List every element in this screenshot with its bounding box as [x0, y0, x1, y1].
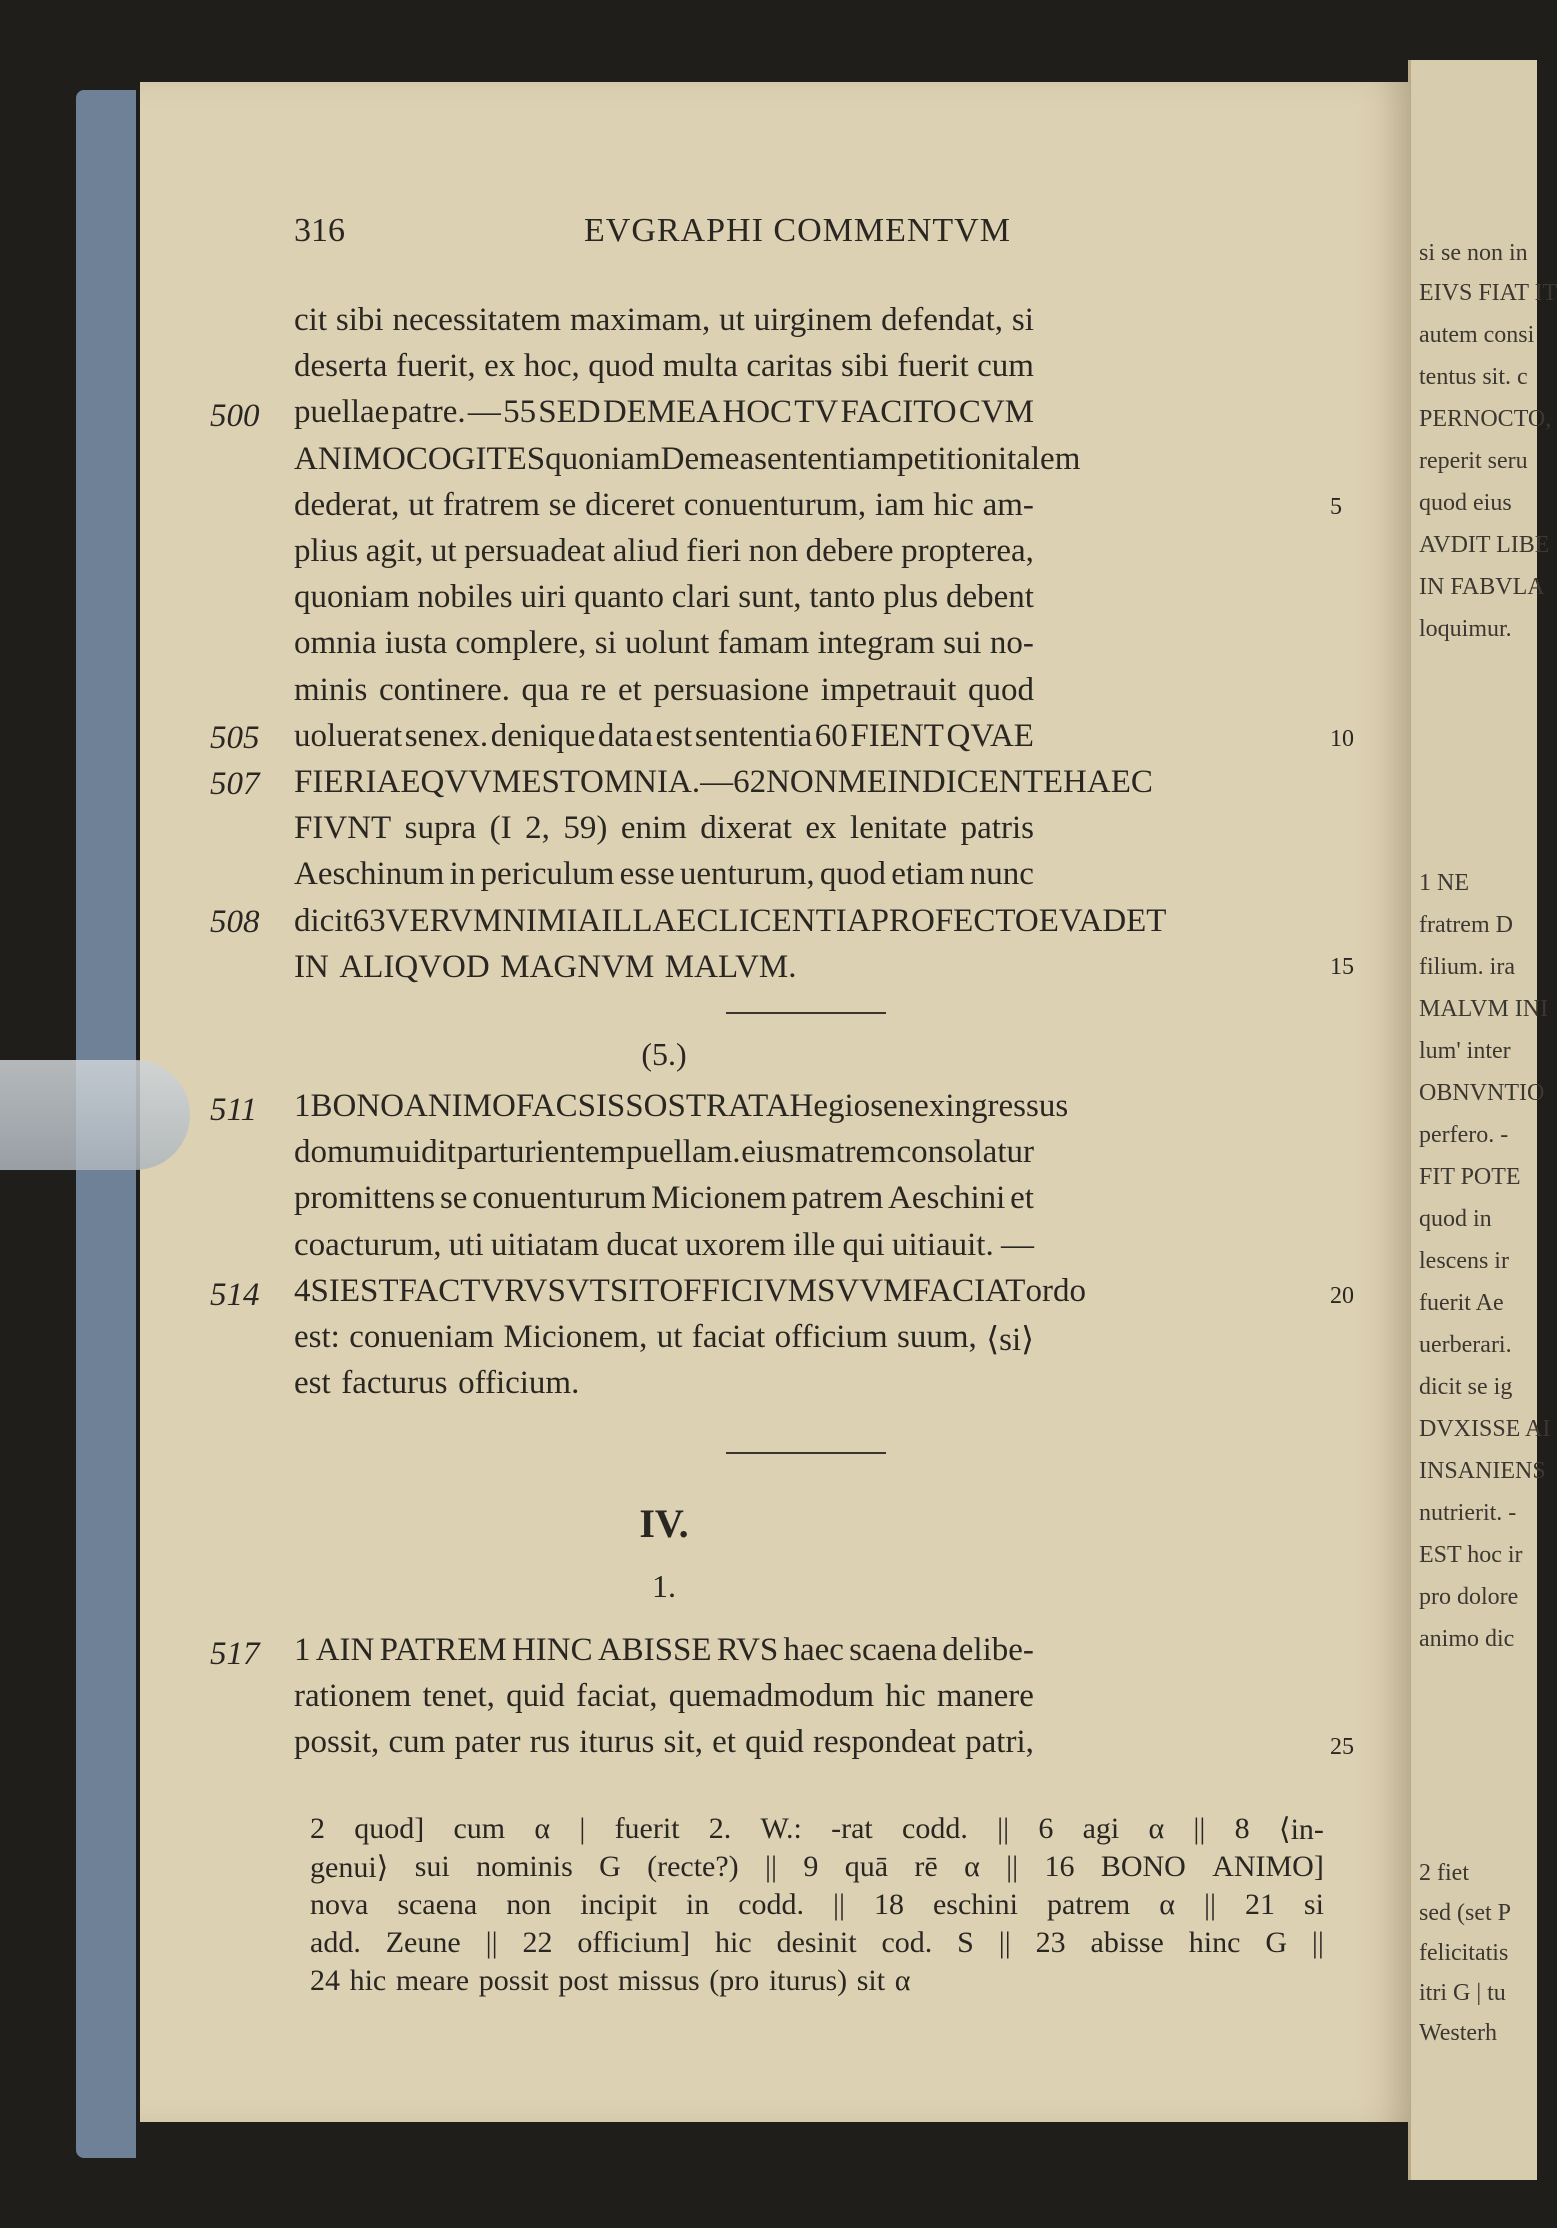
text-line: deserta fuerit, ex hoc, quod multa caritas sibi fuerit cum	[294, 348, 1034, 385]
note-line: genui⟩ sui nominis G (recte?) || 9 quā rē α || 16 BONO ANIMO]	[310, 1850, 1324, 1884]
text-line: 1 AIN PATREM HINC ABISSE RVS haec scaena delibe-	[294, 1632, 1034, 1668]
text-line: est facturus officium.	[294, 1365, 580, 1402]
text-line: domum uidit parturientem puellam. eius matrem consolatur	[294, 1134, 1034, 1171]
note-line: 24 hic meare possit post missus (pro iturus) sit α	[310, 1964, 911, 1997]
verse-number: 511	[210, 1092, 258, 1128]
line-count: 15	[1330, 954, 1354, 980]
facing-line: INSANIENS	[1419, 1458, 1546, 1484]
facing-line: perfero. -	[1419, 1122, 1509, 1148]
text-line: dederat, ut fratrem se diceret conuenturum, iam hic am-	[294, 486, 1034, 523]
text-line: possit, cum pater rus iturus sit, et quid respondeat patri,	[294, 1724, 1034, 1760]
page-number: 316	[294, 212, 345, 249]
verse-number: 514	[210, 1277, 260, 1313]
note-line: nova scaena non incipit in codd. || 18 eschini patrem α || 21 si	[310, 1888, 1324, 1921]
facing-line: Westerh	[1419, 2020, 1498, 2046]
facing-line: EST hoc ir	[1419, 1542, 1523, 1568]
facing-line: filium. ira	[1419, 954, 1515, 980]
facing-line: sed (set P	[1419, 1900, 1511, 1926]
section-label: (5.)	[641, 1036, 687, 1072]
text-line: Aeschinum in periculum esse uenturum, quod etiam nunc	[294, 856, 1034, 893]
facing-line: si se non in	[1419, 240, 1528, 266]
page-header	[294, 212, 1030, 262]
facing-line: felicitatis	[1419, 1940, 1509, 1966]
section-divider	[726, 1012, 886, 1014]
text-line: est: conueniam Micionem, ut faciat officium suum, ⟨si⟩	[294, 1319, 1034, 1358]
text-line: dicit 63 VERVM NIMIA ILLAEC LICENTIA PROFECTO EVADET	[294, 902, 1167, 939]
text-line: uoluerat senex. denique data est sententia 60 FIENT QVAE	[294, 717, 1034, 754]
text-line: promittens se conuenturum Micionem patrem Aeschini et	[294, 1180, 1034, 1217]
text-line: plius agit, ut persuadeat aliud fieri non debere propterea,	[294, 533, 1034, 569]
facing-line: 1 NE	[1419, 870, 1469, 896]
verse-number: 500	[210, 398, 260, 434]
facing-line: nutrierit. -	[1419, 1500, 1517, 1526]
verse-number: 507	[210, 766, 260, 802]
facing-line: OBNVNTIO	[1419, 1080, 1545, 1106]
text-line: omnia iusta complere, si uolunt famam integram sui no-	[294, 625, 1034, 662]
facing-line: MALVM INI	[1419, 996, 1549, 1022]
facing-line: fratrem D	[1419, 912, 1513, 938]
text-line: puellae patre. — 55 SED DEMEA HOC TV FACITO CVM	[294, 394, 1034, 431]
facing-line: tentus sit. c	[1419, 364, 1528, 390]
facing-page	[1408, 60, 1557, 2180]
facing-line: EIVS FIAT IT	[1419, 280, 1557, 306]
facing-line: 2 fiet	[1419, 1860, 1469, 1886]
line-count: 20	[1330, 1283, 1354, 1309]
facing-line: quod eius	[1419, 490, 1512, 516]
facing-line: pro dolore	[1419, 1584, 1519, 1610]
verse-number: 505	[210, 720, 260, 756]
facing-line: lum' inter	[1419, 1038, 1511, 1064]
note-line: 2 quod] cum α | fuerit 2. W.: -rat codd. || 6 agi α || 8 ⟨in-	[310, 1812, 1324, 1846]
facing-line: itri G | tu	[1419, 1980, 1506, 2006]
text-line: ANIMO COGITES quoniam Demea sententiam petitioni talem	[294, 440, 1081, 477]
facing-line: lescens ir	[1419, 1248, 1509, 1274]
facing-line: AVDIT LIBE	[1419, 532, 1550, 558]
text-line: cit sibi necessitatem maximam, ut uirginem defendat, si	[294, 302, 1034, 338]
facing-line: loquimur.	[1419, 616, 1512, 642]
page-clip	[0, 1060, 190, 1170]
text-line: 4 SI EST FACTVRVS VT SIT OFFICIVM SVVM FACIAT ordo	[294, 1272, 1086, 1309]
facing-line: autem consi	[1419, 322, 1535, 348]
text-line: rationem tenet, quid faciat, quemadmodum hic manere	[294, 1678, 1034, 1714]
text-line: coacturum, uti uitiatam ducat uxorem ille qui uitiauit. —	[294, 1226, 1034, 1263]
facing-line: FIT POTE	[1419, 1164, 1521, 1190]
text-line: minis continere. qua re et persuasione impetrauit quod	[294, 671, 1034, 708]
line-count: 5	[1330, 494, 1342, 520]
note-line: add. Zeune || 22 officium] hic desinit cod. S || 23 abisse hinc G ||	[310, 1926, 1324, 1959]
facing-line: dicit se ig	[1419, 1374, 1513, 1400]
facing-line: uerberari.	[1419, 1332, 1512, 1358]
act-title: IV.	[639, 1501, 689, 1546]
facing-line: animo dic	[1419, 1626, 1515, 1652]
text-line: 1 BONO ANIMO FAC SIS SOSTRATA Hegio senex ingressus	[294, 1088, 1069, 1124]
facing-line: PERNOCTO,	[1419, 406, 1552, 432]
facing-line: IN FABVLA	[1419, 574, 1545, 600]
verse-number: 508	[210, 904, 260, 940]
line-count: 25	[1330, 1734, 1354, 1760]
facing-line: quod in	[1419, 1206, 1492, 1232]
text-line: quoniam nobiles uiri quanto clari sunt, tanto plus debent	[294, 579, 1034, 616]
verse-number: 517	[210, 1636, 260, 1672]
text-line: FIERI AEQVVM EST OMNIA. — 62 NON ME INDICENTE HAEC	[294, 764, 1153, 800]
running-title: EVGRAPHI COMMENTVM	[584, 212, 1011, 249]
facing-line: fuerit Ae	[1419, 1290, 1504, 1316]
facing-line: reperit seru	[1419, 448, 1528, 474]
text-line: FIVNT supra (I 2, 59) enim dixerat ex lenitate patris	[294, 810, 1034, 847]
line-count: 10	[1330, 726, 1354, 752]
facing-line: DVXISSE AI	[1419, 1416, 1551, 1442]
text-line: IN ALIQVOD MAGNVM MALVM.	[294, 948, 797, 985]
act-divider	[726, 1452, 886, 1454]
scene-number: 1.	[652, 1568, 676, 1604]
